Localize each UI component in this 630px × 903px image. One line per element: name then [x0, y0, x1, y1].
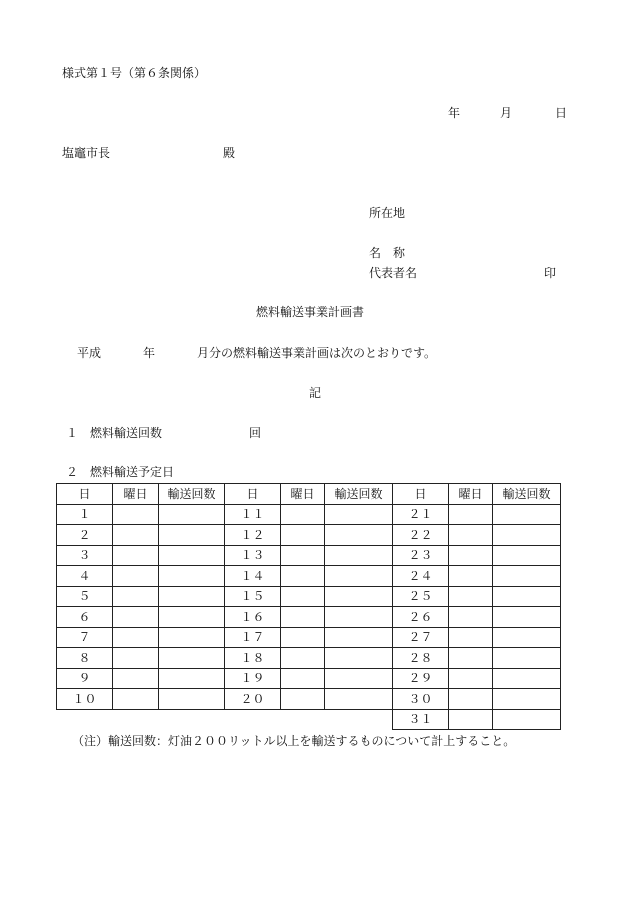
empty-cell	[159, 709, 225, 730]
count-cell[interactable]	[493, 689, 561, 710]
applicant-name-label: 名 称	[369, 246, 406, 260]
date-day-label: 日	[555, 106, 568, 120]
weekday-cell[interactable]	[113, 668, 159, 689]
day-cell: ７	[57, 627, 113, 648]
empty-cell	[113, 709, 159, 730]
table-row	[57, 627, 561, 648]
intro-year-suffix: 年	[143, 346, 156, 360]
table-row	[57, 566, 561, 587]
day-cell: １	[57, 504, 113, 525]
weekday-cell[interactable]	[449, 566, 493, 587]
day-cell: ３１	[393, 709, 449, 730]
count-cell[interactable]	[325, 525, 393, 546]
weekday-cell[interactable]	[113, 525, 159, 546]
day-cell: ２５	[393, 586, 449, 607]
count-cell[interactable]	[493, 709, 561, 730]
weekday-cell[interactable]	[281, 648, 325, 669]
day-cell: ４	[57, 566, 113, 587]
day-cell: ２１	[393, 504, 449, 525]
count-cell[interactable]	[493, 545, 561, 566]
weekday-cell[interactable]	[113, 689, 159, 710]
table-row	[57, 689, 561, 710]
weekday-cell[interactable]	[281, 586, 325, 607]
weekday-cell[interactable]	[281, 566, 325, 587]
weekday-cell[interactable]	[449, 648, 493, 669]
day-cell: １３	[225, 545, 281, 566]
section1-label: １ 燃料輸送回数	[66, 426, 163, 440]
weekday-cell[interactable]	[281, 525, 325, 546]
weekday-cell[interactable]	[449, 607, 493, 628]
weekday-cell[interactable]	[281, 689, 325, 710]
day-cell: ２９	[393, 668, 449, 689]
section1-unit: 回	[249, 426, 262, 440]
header-day: 日	[393, 484, 449, 505]
empty-cell	[325, 709, 393, 730]
count-cell[interactable]	[325, 607, 393, 628]
header-count: 輸送回数	[159, 484, 225, 505]
count-cell[interactable]	[493, 525, 561, 546]
weekday-cell[interactable]	[113, 504, 159, 525]
weekday-cell[interactable]	[113, 586, 159, 607]
intro-text: 月分の燃料輸送事業計画は次のとおりです。	[197, 346, 437, 360]
day-cell: ６	[57, 607, 113, 628]
document-title: 燃料輸送事業計画書	[256, 305, 365, 319]
empty-cell	[281, 709, 325, 730]
ki-label: 記	[309, 386, 322, 400]
weekday-cell[interactable]	[449, 504, 493, 525]
header-weekday: 曜日	[281, 484, 325, 505]
intro-era: 平成	[77, 346, 102, 360]
day-cell: １０	[57, 689, 113, 710]
day-cell: ２７	[393, 627, 449, 648]
date-month-label: 月	[500, 106, 513, 120]
form-number: 様式第１号（第６条関係）	[62, 66, 207, 80]
day-cell: ３０	[393, 689, 449, 710]
weekday-cell[interactable]	[281, 545, 325, 566]
weekday-cell[interactable]	[449, 545, 493, 566]
count-cell[interactable]	[493, 668, 561, 689]
table-row	[57, 709, 561, 730]
day-cell: １８	[225, 648, 281, 669]
header-weekday: 曜日	[113, 484, 159, 505]
day-cell: １６	[225, 607, 281, 628]
header-day: 日	[57, 484, 113, 505]
weekday-cell[interactable]	[449, 627, 493, 648]
count-cell[interactable]	[159, 627, 225, 648]
header-count: 輸送回数	[325, 484, 393, 505]
applicant-representative-label: 代表者名	[369, 266, 418, 280]
count-cell[interactable]	[325, 689, 393, 710]
schedule-table	[56, 483, 561, 730]
weekday-cell[interactable]	[449, 525, 493, 546]
addressee-honorific: 殿	[223, 146, 236, 160]
addressee-name: 塩竈市長	[62, 146, 111, 160]
day-cell: ５	[57, 586, 113, 607]
day-cell: ２２	[393, 525, 449, 546]
count-cell[interactable]	[325, 566, 393, 587]
day-cell: １１	[225, 504, 281, 525]
day-cell: ２６	[393, 607, 449, 628]
count-cell[interactable]	[325, 545, 393, 566]
footnote: （注）輸送回数：灯油２００リットル以上を輸送するものについて計上すること。	[72, 734, 516, 748]
day-cell: ９	[57, 668, 113, 689]
table-row	[57, 525, 561, 546]
count-cell[interactable]	[493, 586, 561, 607]
day-cell: ８	[57, 648, 113, 669]
empty-cell	[225, 709, 281, 730]
header-day: 日	[225, 484, 281, 505]
weekday-cell[interactable]	[449, 709, 493, 730]
weekday-cell[interactable]	[281, 627, 325, 648]
section2-label: ２ 燃料輸送予定日	[66, 465, 175, 479]
header-count: 輸送回数	[493, 484, 561, 505]
weekday-cell[interactable]	[449, 689, 493, 710]
count-cell[interactable]	[159, 607, 225, 628]
table-row	[57, 648, 561, 669]
count-cell[interactable]	[325, 586, 393, 607]
table-row	[57, 607, 561, 628]
weekday-cell[interactable]	[113, 607, 159, 628]
count-cell[interactable]	[493, 504, 561, 525]
count-cell[interactable]	[325, 504, 393, 525]
weekday-cell[interactable]	[113, 566, 159, 587]
day-cell: １２	[225, 525, 281, 546]
count-cell[interactable]	[159, 525, 225, 546]
weekday-cell[interactable]	[281, 607, 325, 628]
count-cell[interactable]	[493, 648, 561, 669]
table-header-row	[57, 484, 561, 505]
count-cell[interactable]	[325, 627, 393, 648]
weekday-cell[interactable]	[449, 668, 493, 689]
count-cell[interactable]	[493, 566, 561, 587]
weekday-cell[interactable]	[113, 545, 159, 566]
table-row	[57, 586, 561, 607]
day-cell: ２	[57, 525, 113, 546]
applicant-address-label: 所在地	[369, 206, 406, 220]
day-cell: １４	[225, 566, 281, 587]
count-cell[interactable]	[325, 668, 393, 689]
weekday-cell[interactable]	[449, 586, 493, 607]
day-cell: ２８	[393, 648, 449, 669]
count-cell[interactable]	[159, 504, 225, 525]
seal-label: 印	[544, 266, 557, 280]
count-cell[interactable]	[159, 566, 225, 587]
count-cell[interactable]	[159, 689, 225, 710]
count-cell[interactable]	[493, 627, 561, 648]
weekday-cell[interactable]	[281, 504, 325, 525]
day-cell: １７	[225, 627, 281, 648]
day-cell: ２３	[393, 545, 449, 566]
date-year-label: 年	[448, 106, 461, 120]
count-cell[interactable]	[159, 545, 225, 566]
day-cell: １５	[225, 586, 281, 607]
count-cell[interactable]	[493, 607, 561, 628]
day-cell: ２４	[393, 566, 449, 587]
count-cell[interactable]	[159, 648, 225, 669]
count-cell[interactable]	[159, 668, 225, 689]
table-row	[57, 668, 561, 689]
day-cell: ２０	[225, 689, 281, 710]
weekday-cell[interactable]	[113, 648, 159, 669]
empty-cell	[57, 709, 113, 730]
count-cell[interactable]	[159, 586, 225, 607]
count-cell[interactable]	[325, 648, 393, 669]
table-row	[57, 545, 561, 566]
weekday-cell[interactable]	[281, 668, 325, 689]
table-row	[57, 504, 561, 525]
day-cell: １９	[225, 668, 281, 689]
weekday-cell[interactable]	[113, 627, 159, 648]
header-weekday: 曜日	[449, 484, 493, 505]
day-cell: ３	[57, 545, 113, 566]
